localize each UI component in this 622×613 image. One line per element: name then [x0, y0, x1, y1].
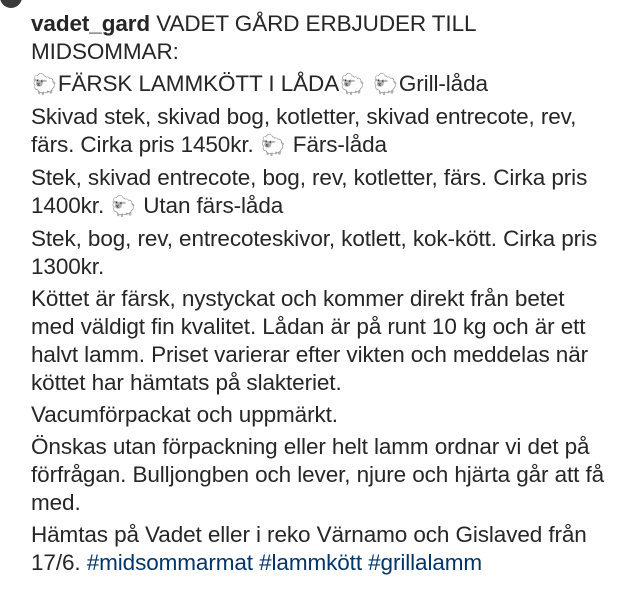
sheep-icon: 🐑	[260, 135, 286, 157]
box-section	[31, 70, 611, 99]
fars-desc-text: Stek, skivad entrecote, bog, rev, kotletter, färs. Cirka pris 1400kr.	[31, 165, 588, 218]
utan-box-desc: Stek, bog, rev, entrecoteskivor, kotlett, kok-kött. Cirka pris 1300kr.	[31, 226, 598, 279]
username-link[interactable]: vadet_gard	[31, 11, 151, 36]
sheep-icon: 🐑	[111, 196, 137, 218]
sheep-icon: 🐑	[32, 74, 57, 96]
hashtag-link[interactable]: #grillalamm	[368, 550, 483, 575]
quality-paragraph: Köttet är färsk, nystyckat och kommer direkt från betet med väldigt fin kvalitet. Lådan är på runt 10 kg och är ett halvt lamm. Priset varierar efter vikten och meddelas när köttet har hämtats på slakteriet.	[31, 286, 589, 395]
whole-lamb-paragraph: Önskas utan förpackning eller helt lamm ordnar vi det på förfrågan. Bulljongben och lever, njure och hjärta går att få med.	[31, 434, 605, 515]
utan-box-title: Utan färs-låda	[137, 193, 284, 218]
fars-box-title: Färs-låda	[286, 132, 387, 157]
vacuum-paragraph: Vacumförpackat och uppmärkt.	[31, 402, 338, 427]
headline-text: VADET GÅRD ERBJUDER TILL MIDSOMMAR:	[31, 11, 476, 64]
fars-box-desc	[31, 164, 611, 221]
grill-box-desc	[31, 103, 611, 160]
post-caption	[31, 10, 611, 581]
grill-box-title: Grill-låda	[398, 71, 488, 96]
sheep-icon: 🐑	[373, 74, 398, 96]
grill-desc-text: Skivad stek, skivad bog, kotletter, skivad entrecote, rev, färs. Cirka pris 1450kr.	[31, 104, 577, 157]
hashtag-link[interactable]: #lammkött	[259, 550, 362, 575]
box-title: FÄRSK LAMMKÖTT I LÅDA	[57, 71, 340, 96]
avatar[interactable]	[0, 0, 22, 8]
sheep-icon: 🐑	[340, 74, 365, 96]
caption-headline	[31, 10, 611, 66]
pickup-paragraph	[31, 521, 611, 577]
pickup-text: Hämtas på Vadet eller i reko Värnamo och Gislaved från 17/6.	[31, 522, 587, 575]
hashtag-link[interactable]: #midsommarmat	[86, 550, 253, 575]
